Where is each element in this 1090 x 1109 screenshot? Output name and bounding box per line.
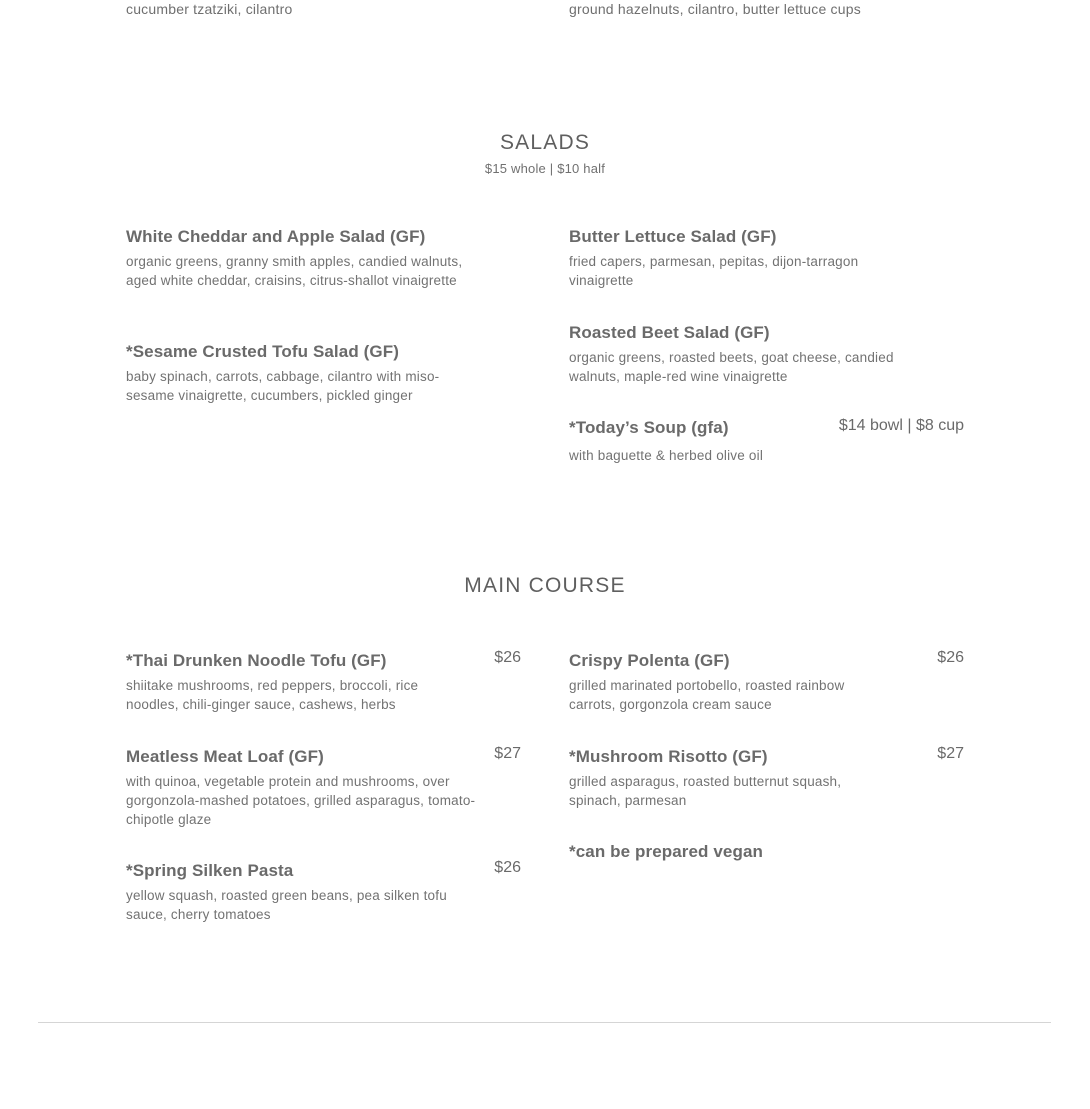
menu-item-description: baby spinach, carrots, cabbage, cilantro with miso-sesame vinaigrette, cucumbers, pickled ginger [126,369,440,403]
vegan-note [569,841,964,863]
menu-item-description: organic greens, roasted beets, goat cheese, candied walnuts, maple-red wine vinaigrette [569,350,894,384]
menu-item-name: *Mushroom Risotto (GF) [569,747,768,766]
menu-item [569,226,964,290]
previous-item-description-left: cucumber tzatziki, cilantro [126,1,293,17]
menu-item-name: *Spring Silken Pasta [126,861,294,880]
menu-item-price: $14 bowl | $8 cup [838,417,964,434]
menu-item-price: $26 [937,649,964,666]
menu-item-description: shiitake mushrooms, red peppers, broccoli, rice noodles, chili-ginger sauce, cashews, herbs [126,678,419,712]
salads-price-note: $15 whole | $10 half [484,161,606,176]
menu-item-description: with baguette & herbed olive oil [569,448,764,463]
main-course-section-title: MAIN COURSE [464,574,626,597]
menu-item-name: *Today’s Soup (gfa) [569,418,729,437]
menu-item-price: $27 [937,745,964,762]
menu-item [569,417,964,465]
menu-item-name: Crispy Polenta (GF) [569,651,730,670]
menu-item [126,860,521,924]
menu-item-name: *Sesame Crusted Tofu Salad (GF) [126,342,399,361]
salads-section-title: SALADS [499,131,591,154]
menu-item-description: yellow squash, roasted green beans, pea silken tofu sauce, cherry tomatoes [126,888,447,922]
menu-item-description: fried capers, parmesan, pepitas, dijon-tarragon vinaigrette [569,254,859,288]
menu-item-name: White Cheddar and Apple Salad (GF) [126,227,426,246]
menu-item-name: Butter Lettuce Salad (GF) [569,227,777,246]
menu-item-description: grilled marinated portobello, roasted rainbow carrots, gorgonzola cream sauce [569,678,845,712]
menu-item [126,226,521,290]
menu-item [126,650,521,714]
previous-item-description-right: ground hazelnuts, cilantro, butter lettuce cups [569,1,861,17]
menu-item-name: Meatless Meat Loaf (GF) [126,747,324,766]
menu-item [569,650,964,714]
menu-item [569,746,964,810]
menu-item-price: $26 [494,859,521,876]
menu-item-description: grilled asparagus, roasted butternut squash, spinach, parmesan [569,774,842,808]
menu-item-description: organic greens, granny smith apples, candied walnuts, aged white cheddar, craisins, citrus-shallot vinaigrette [126,254,463,288]
menu-item [126,746,521,829]
vegan-note-text: *can be prepared vegan [569,842,763,861]
menu-item-name: Roasted Beet Salad (GF) [569,323,770,342]
menu-item-description: with quinoa, vegetable protein and mushrooms, over gorgonzola-mashed potatoes, grilled asparagus, tomato-chipotle glaze [126,774,476,827]
menu-item [569,322,964,386]
menu-item-name: *Thai Drunken Noodle Tofu (GF) [126,651,387,670]
menu-item [126,341,521,405]
menu-item-price: $26 [494,649,521,666]
menu-item-price: $27 [494,745,521,762]
footer-divider [38,1022,1051,1023]
